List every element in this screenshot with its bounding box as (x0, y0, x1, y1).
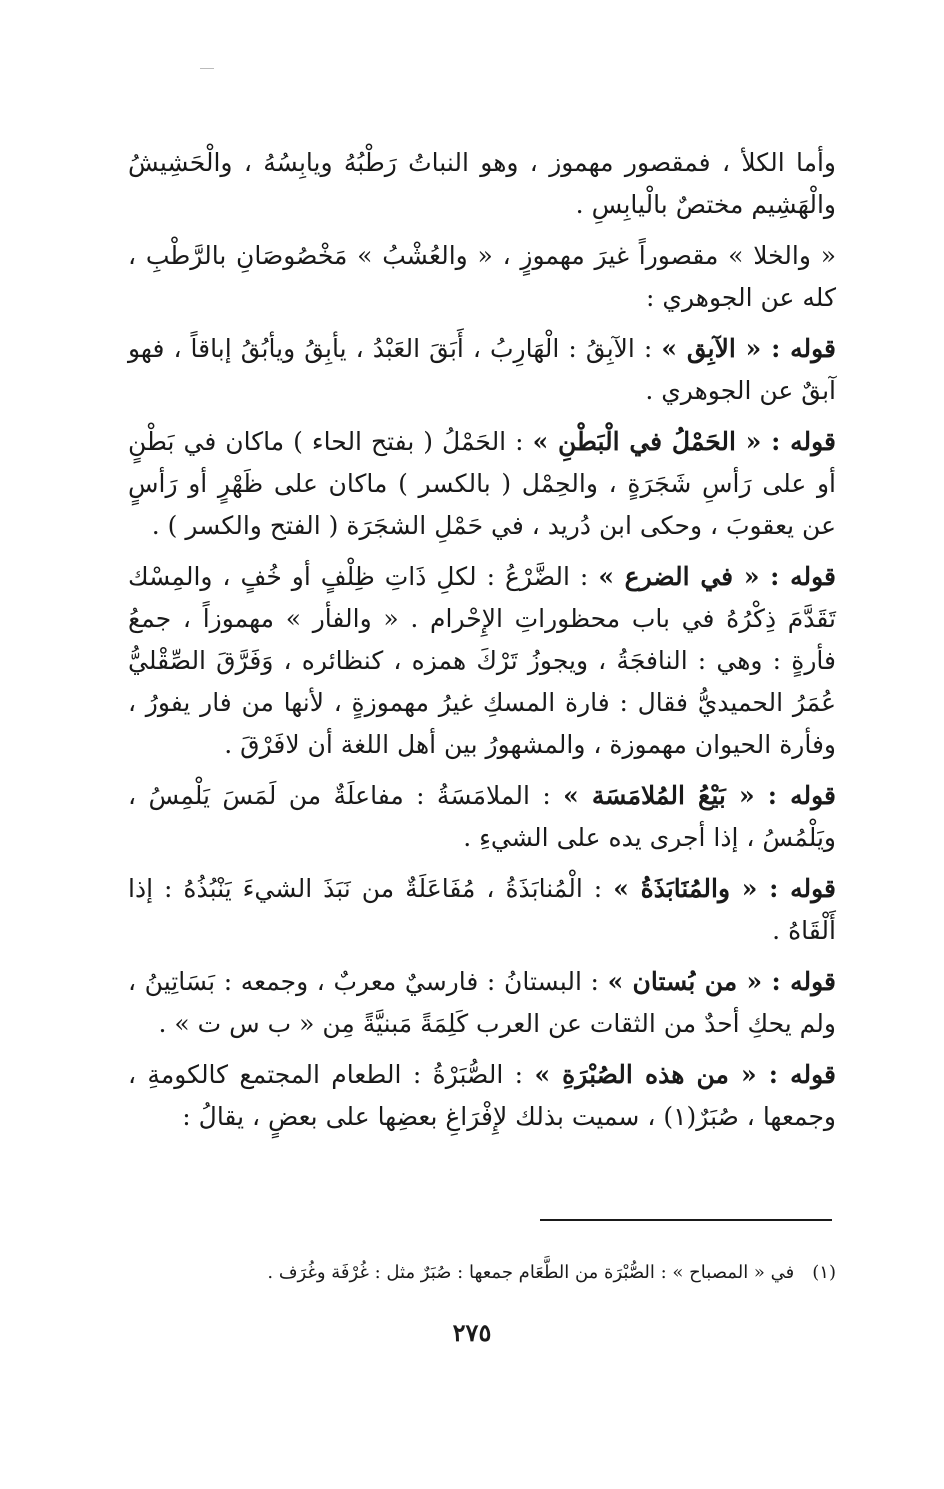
footnote-number: (١) (812, 1262, 836, 1283)
footnote-divider (540, 1219, 832, 1221)
paragraph-7: قوله : « والمُنَابَذَةُ » : الْمُنابَذَةُ ، مُفَاعَلَةٌ من نَبَذَ الشيءَ يَنْبُذُهُ : إذا أَلْقَاهُ . (128, 874, 836, 945)
paragraph-4: قوله : « الحَمْلُ في الْبَطْنِ » : الحَمْلُ ( بفتح الحاء ) ماكان في بَطْنٍ أو على رَأسِ شَجَرَةٍ ، والحِمْل ( بالكسر ) ماكان على ظَهْرٍ أو رَأسٍ عن يعقوبَ ، وحكى ابن دُريد ، في حَمْلِ الشجَرَة ( الفتح والكسر ) . (128, 427, 836, 540)
scan-mark (200, 68, 214, 69)
footnote (128, 1258, 836, 1288)
paragraph-8: قوله : « من بُستان » : البستانُ : فارسيٌ معربٌ ، وجمعه : بَسَاتِينُ ، ولم يحكِ أحدٌ من الثقات عن العرب كَلِمَةً مَبنيَّةً مِن « ب س ت » . (128, 967, 836, 1038)
paragraph-9: قوله : « من هذه الصُبْرَةِ » : الصُّبَرْةُ : الطعام المجتمع كالكومةِ ، وجمعها ، صُبَرٌ(١) ، سميت بذلك لإِفْرَاغِ بعضِها على بعضٍ ، يقالُ : (128, 1060, 836, 1131)
paragraph-5: قوله : « في الضرع » : الضَّرْعُ : لكلِ ذَاتِ ظِلْفٍ أو خُفٍ ، والمِسْك تَقَدَّمَ ذِكْرُهُ في باب محظوراتِ الإِحْرام . « والفأر » مهموزاً ، جمعُ فأرةٍ : وهي : النافجَةُ ، ويجوزُ تَرْكَ همزه ، كنظائره ، وَفَرَّقَ الصِّقْليُّ عُمَرُ الحميديُّ فقال : فارة المسكِ غيرُ مهموزةٍ ، لأنها من فار يفورُ ، وفأرة الحيوان مهموزة ، والمشهورُ بين أهل اللغة أن لافَرْقَ . (128, 562, 837, 759)
paragraph-3: قوله : « الآبِق » : الآبِقُ : الْهَارِبُ ، أَبَقَ العَبْدُ ، يأبِقُ ويأبُقُ إباقاً ، فهو آبقٌ عن الجوهري . (128, 334, 836, 405)
page-number: ٢٧٥ (452, 1318, 492, 1347)
footnote-text: في « المصباح » : الصُّبْرَة من الطَّعَام جمعها : صُبَرٌ مثل : غُرْفَة وغُرَف . (267, 1262, 795, 1283)
paragraph-1: وأما الكلأ ، فمقصور مهموز ، وهو النباتُ رَطْبُهُ ويابِسُهُ ، والْحَشِيشُ والْهَشِيم مختصٌ بالْيابِسِ . (128, 148, 836, 219)
paragraph-2: « والخلا » مقصوراً غيرَ مهموزٍ ، « والعُشْبُ » مَخْصُوصَانِ بالرَّطْبِ ، كله عن الجوهري : (128, 241, 836, 312)
paragraph-6: قوله : « بَيْعُ المُلامَسَة » : الملامَسَةُ : مفاعلَةٌ من لَمَسَ يَلْمِسُ ، ويَلْمُسُ ، إذا أجرى يده على الشيءِ . (128, 781, 836, 852)
